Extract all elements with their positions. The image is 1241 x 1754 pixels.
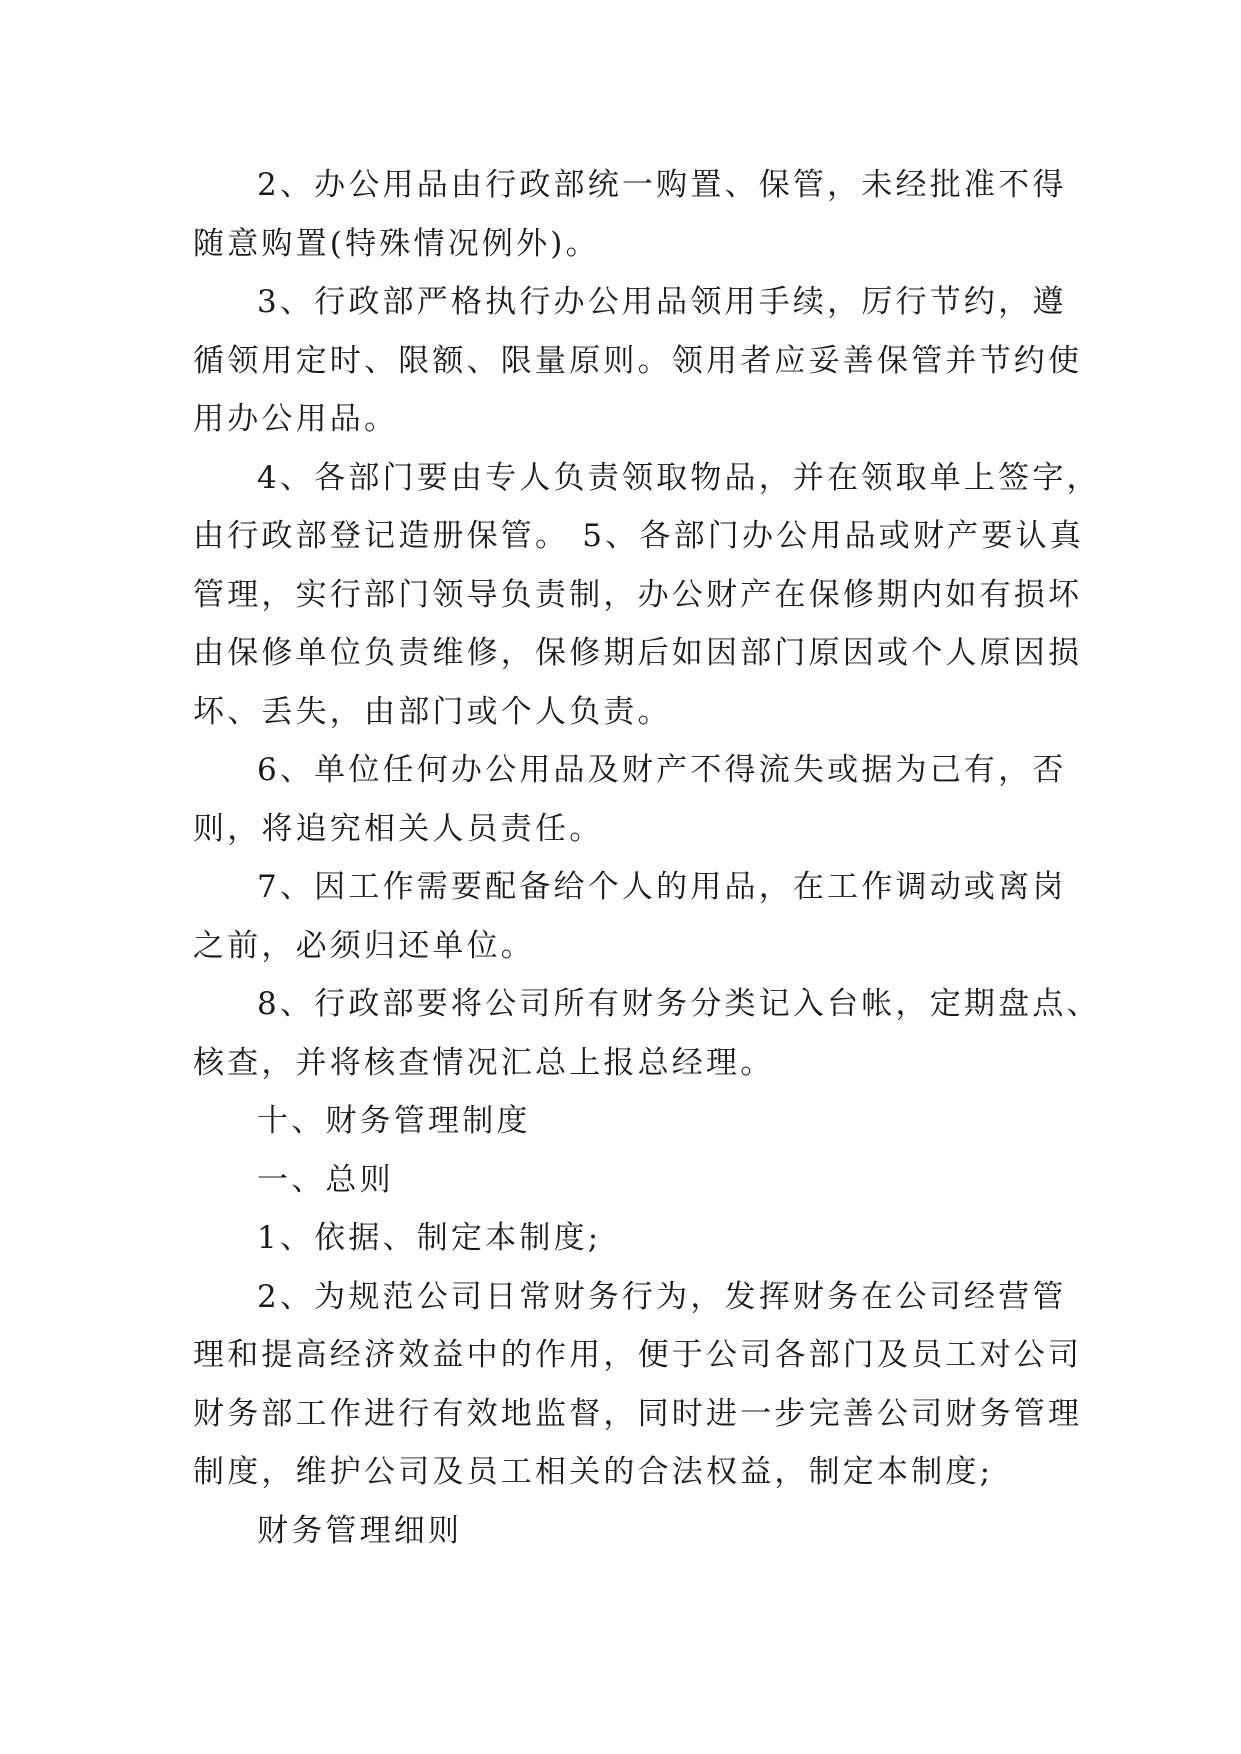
paragraph-item-2-purpose	[193, 1268, 1083, 1502]
text-line: 由保修单位负责维修，保修期后如因部门原因或个人原因损	[193, 635, 1083, 671]
paragraph-item-7	[193, 858, 1067, 975]
text-line: 管理，实行部门领导负责制，办公财产在保修期内如有损坏	[193, 576, 1083, 613]
text-line: 财务部工作进行有效地监督，同时进一步完善公司财务管理	[193, 1395, 1083, 1432]
text-line: 7、因工作需要配备给个人的用品，在工作调动或离岗	[257, 869, 1067, 905]
text-line: 6、单位任何办公用品及财产不得流失或据为己有，否	[257, 752, 1067, 788]
text-line: 随意购置(特殊情况例外)。	[193, 225, 600, 262]
text-line: 循领用定时、限额、限量原则。领用者应妥善保管并节约使	[193, 342, 1083, 379]
paragraph-item-6	[193, 741, 1067, 858]
document-body	[193, 156, 1101, 1560]
text-line: 用办公用品。	[193, 401, 399, 437]
subsection-title: 一、总则	[257, 1161, 394, 1198]
text-line: 则，将追究相关人员责任。	[193, 810, 604, 847]
subsection-heading	[193, 1151, 1053, 1210]
text-line: 之前，必须归还单位。	[193, 927, 535, 964]
text-line: 2、办公用品由行政部统一购置、保管，未经批准不得	[257, 167, 1067, 203]
text-line: 理和提高经济效益中的作用，便于公司各部门及员工对公司	[193, 1337, 1083, 1373]
text-line: 核查，并将核查情况汇总上报总经理。	[193, 1044, 775, 1081]
paragraph-item-8	[193, 975, 1101, 1092]
section-heading	[193, 1092, 1053, 1151]
text-line: 2、为规范公司日常财务行为，发挥财务在公司经营管	[257, 1278, 1067, 1315]
text-line: 制度，维护公司及员工相关的合法权益，制定本制度;	[193, 1454, 994, 1490]
text-line: 3、行政部严格执行办公用品领用手续，厉行节约，遵	[257, 284, 1067, 320]
rules-title: 财务管理细则	[257, 1512, 463, 1549]
paragraph-item-3	[193, 273, 1083, 449]
text-line: 4、各部门要由专人负责领取物品，并在领取单上签字，	[257, 459, 1101, 496]
section-title: 十、财务管理制度	[257, 1103, 531, 1139]
text-line: 1、依据、制定本制度;	[257, 1220, 602, 1256]
text-line: 由行政部登记造册保管。 5、各部门办公用品或财产要认真	[193, 518, 1084, 554]
paragraph-item-1	[193, 1209, 1053, 1268]
text-line: 坏、丢失，由部门或个人负责。	[193, 693, 672, 730]
text-line: 8、行政部要将公司所有财务分类记入台帐，定期盘点、	[257, 986, 1101, 1022]
paragraph-item-2	[193, 156, 1067, 273]
closing-heading	[193, 1502, 1053, 1561]
paragraph-item-4-5	[193, 449, 1101, 742]
